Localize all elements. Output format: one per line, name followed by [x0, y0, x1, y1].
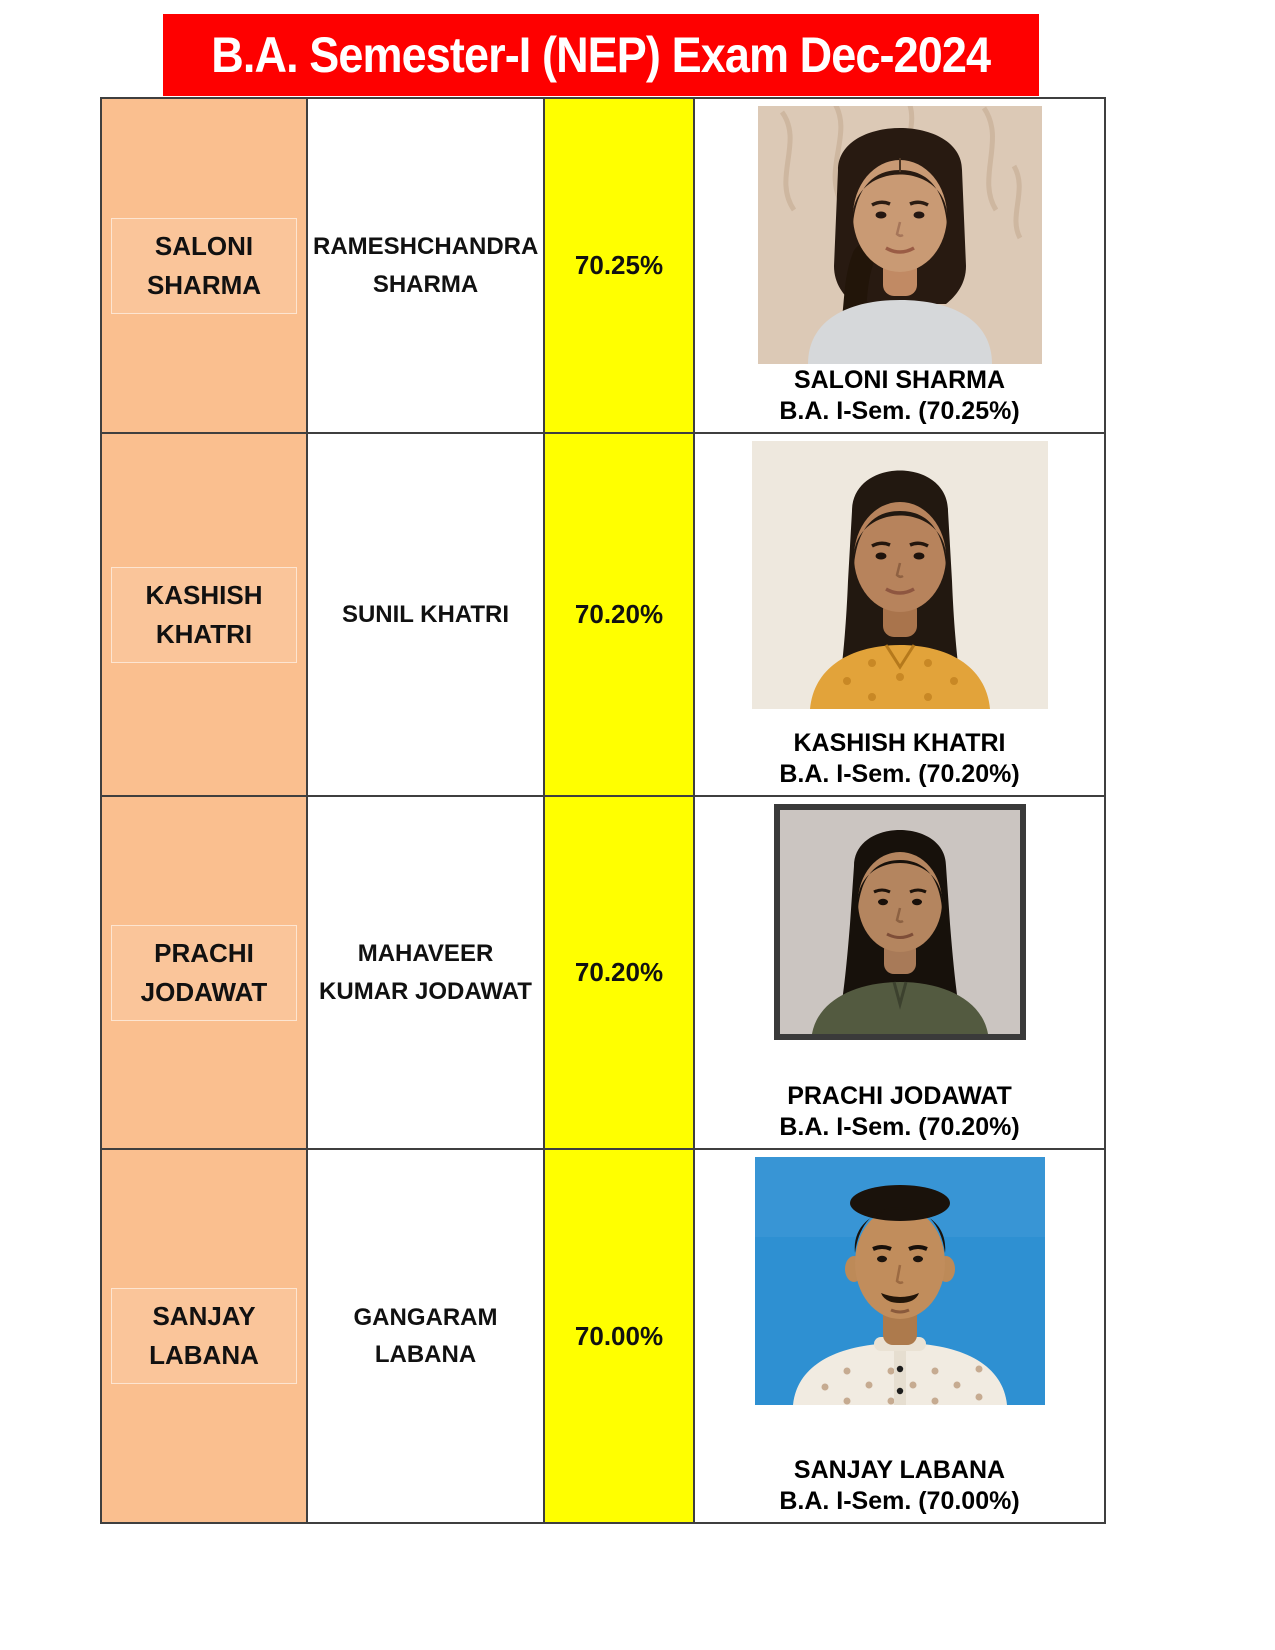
student-photo: [752, 441, 1048, 709]
student-name-cell: [102, 434, 308, 797]
father-name-cell: [308, 99, 545, 434]
photo-caption: [779, 1081, 1019, 1144]
photo-caption-detail: B.A. I-Sem. (70.00%): [779, 1486, 1020, 1515]
father-name: SUNIL KHATRI: [341, 600, 510, 628]
photo-caption-detail: B.A. I-Sem. (70.25%): [779, 396, 1020, 425]
photo-caption-name: KASHISH KHATRI: [793, 728, 1006, 757]
student-row: [102, 434, 1104, 797]
student-name-cell: [102, 99, 308, 434]
student-photo: [758, 106, 1042, 364]
student-photo: [774, 804, 1026, 1040]
father-name: GANGARAM LABANA: [353, 1303, 498, 1368]
results-table: [100, 97, 1106, 1524]
percentage-value: 70.25%: [574, 250, 664, 280]
student-name: SANJAY LABANA: [111, 1288, 297, 1384]
percentage-cell: [545, 99, 695, 434]
student-name-cell: [102, 797, 308, 1150]
exam-title: B.A. Semester-I (NEP) Exam Dec-2024: [211, 27, 991, 83]
photo-caption: [779, 728, 1019, 791]
photo-cell: [695, 797, 1104, 1150]
student-name: KASHISH KHATRI: [111, 567, 297, 663]
photo-caption-name: PRACHI JODAWAT: [787, 1081, 1012, 1110]
student-row: [102, 797, 1104, 1150]
photo-cell: [695, 434, 1104, 797]
percentage-cell: [545, 1150, 695, 1522]
percentage-value: 70.00%: [574, 1320, 664, 1351]
photo-caption-name: SANJAY LABANA: [793, 1455, 1006, 1484]
photo-caption-detail: B.A. I-Sem. (70.20%): [779, 1112, 1020, 1141]
student-name: PRACHI JODAWAT: [111, 925, 297, 1021]
student-row: [102, 1150, 1104, 1522]
photo-caption-name: SALONI SHARMA: [793, 365, 1006, 394]
photo-caption-detail: B.A. I-Sem. (70.20%): [779, 759, 1020, 788]
father-name-cell: [308, 797, 545, 1150]
student-row: [102, 99, 1104, 434]
father-name: RAMESHCHANDRA SHARMA: [313, 233, 539, 298]
photo-caption: [779, 365, 1019, 428]
percentage-cell: [545, 797, 695, 1150]
father-name-cell: [308, 434, 545, 797]
father-name: MAHAVEER KUMAR JODAWAT: [319, 940, 532, 1005]
percentage-cell: [545, 434, 695, 797]
photo-cell: [695, 99, 1104, 434]
photo-caption: [779, 1455, 1019, 1518]
student-photo: [755, 1157, 1045, 1405]
percentage-value: 70.20%: [574, 599, 664, 629]
photo-cell: [695, 1150, 1104, 1522]
exam-title-banner: [163, 14, 1039, 96]
student-name-cell: [102, 1150, 308, 1522]
student-name: SALONI SHARMA: [111, 218, 297, 314]
percentage-value: 70.20%: [574, 957, 664, 987]
father-name-cell: [308, 1150, 545, 1522]
